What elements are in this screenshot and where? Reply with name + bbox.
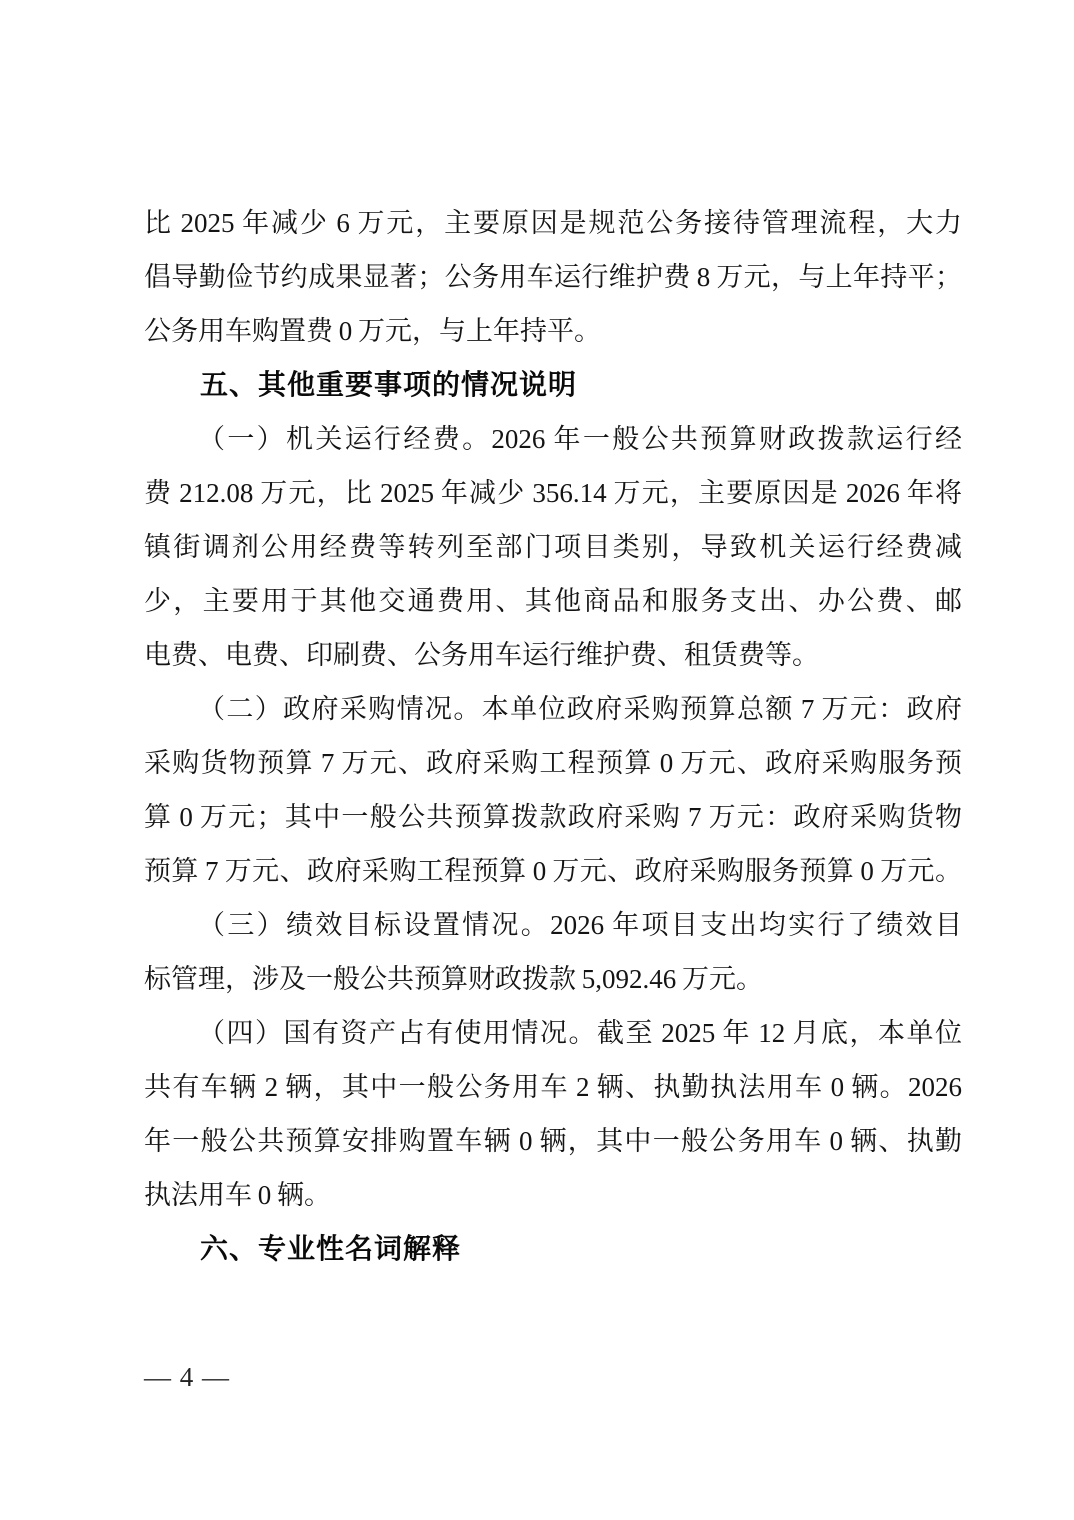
body-line: 标管理，涉及一般公共预算财政拨款 5,092.46 万元。 [144, 964, 763, 994]
subsection-line-4: （四）国有资产占有使用情况。截至 2025 年 12 月底，本单位 [198, 1018, 962, 1048]
subsection-line-3: （三）绩效目标设置情况。2026 年项目支出均实行了绩效目 [198, 910, 962, 940]
subsection-line-1: （一）机关运行经费。2026 年一般公共预算财政拨款运行经 [198, 424, 962, 454]
body-line: 费 212.08 万元，比 2025 年减少 356.14 万元，主要原因是 2026 年将 [144, 478, 962, 508]
body-line: 年一般公共预算安排购置车辆 0 辆，其中一般公务用车 0 辆、执勤 [144, 1126, 962, 1156]
section-heading-6: 六、专业性名词解释 [200, 1233, 462, 1264]
subsection-line-2: （二）政府采购情况。本单位政府采购预算总额 7 万元：政府 [198, 694, 962, 724]
body-line: 预算 7 万元、政府采购工程预算 0 万元、政府采购服务预算 0 万元。 [144, 856, 962, 886]
body-line: 镇街调剂公用经费等转列至部门项目类别，导致机关运行经费减 [144, 532, 962, 562]
page-number-footer: — 4 — [144, 1362, 230, 1392]
body-line: 采购货物预算 7 万元、政府采购工程预算 0 万元、政府采购服务预 [144, 748, 962, 778]
body-line: 少，主要用于其他交通费用、其他商品和服务支出、办公费、邮 [144, 586, 962, 616]
body-line: 执法用车 0 辆。 [144, 1180, 331, 1210]
body-line: 算 0 万元；其中一般公共预算拨款政府采购 7 万元：政府采购货物 [144, 802, 962, 832]
body-line: 倡导勤俭节约成果显著；公务用车运行维护费 8 万元，与上年持平； [144, 262, 962, 292]
body-line: 比 2025 年减少 6 万元，主要原因是规范公务接待管理流程，大力 [144, 208, 962, 238]
body-line: 电费、电费、印刷费、公务用车运行维护费、租赁费等。 [144, 640, 819, 670]
section-heading-5: 五、其他重要事项的情况说明 [200, 369, 578, 400]
body-line: 共有车辆 2 辆，其中一般公务用车 2 辆、执勤执法用车 0 辆。2026 [144, 1072, 962, 1102]
body-line: 公务用车购置费 0 万元，与上年持平。 [144, 316, 601, 346]
document-body [144, 196, 962, 1276]
